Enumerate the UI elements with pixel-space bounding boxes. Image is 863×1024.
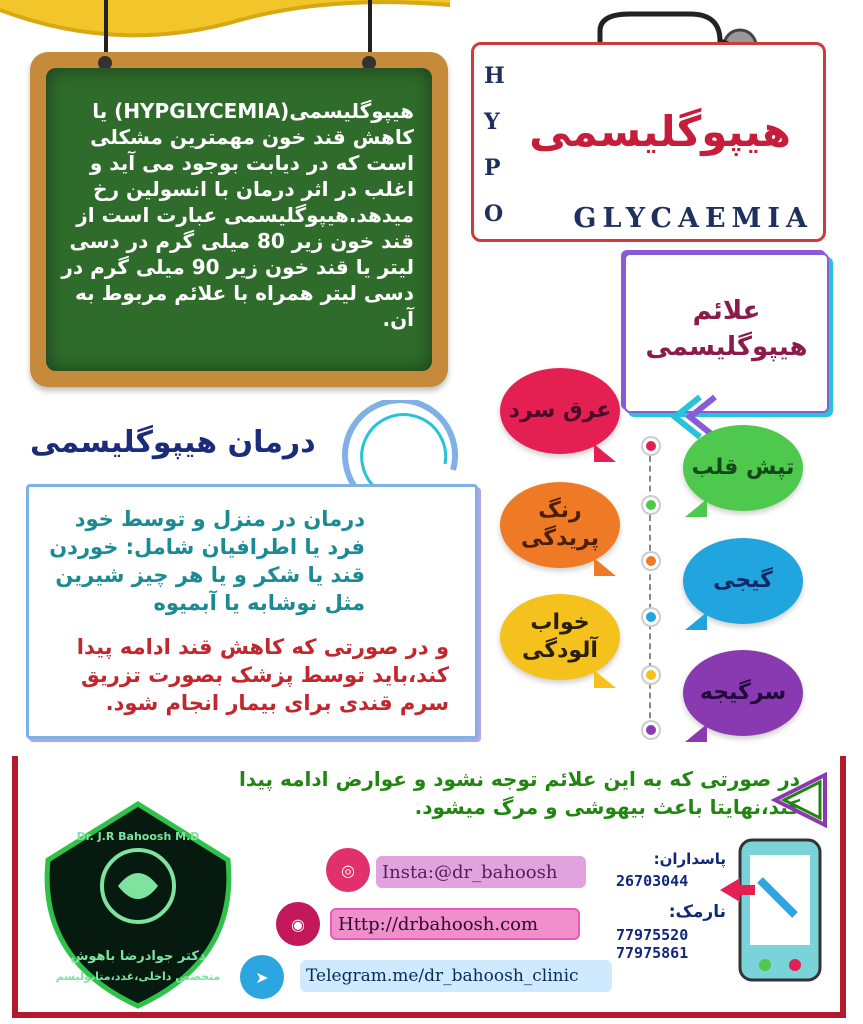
hypo-letter-h: H [484, 63, 505, 89]
clinic-logo [38, 800, 238, 1010]
symptom-bubble-drowsiness: خواب آلودگی [500, 594, 620, 680]
symptom-bubble-pallor: رنگ پریدگی [500, 482, 620, 568]
definition-text: هیپوگلیسمی(HYPGLYCEMIA) یا کاهش قند خون مهمترین مشکلی است که در دیابت بوجود می آید و اغلب در اثر درمان با انسولین رخ میدهد.هیپوگلیسمی عبارت است از قند خون زیر 80 میلی گرم در دسی لیتر یا قند خون زیر 90 میلی گرم در دسی لیتر همراه با علائم مربوط به آن. [61, 99, 414, 331]
warning-text: در صورتی که به این علائم توجه نشود و عوارض ادامه پیدا کند،نهایتا باعث بیهوشی و مرگ میشود. [238, 767, 800, 819]
branch2-label: نارمک: [668, 902, 726, 922]
website-link[interactable]: Http://drbahoosh.com [330, 908, 580, 940]
treatment-box [26, 484, 478, 739]
branch1-label: پاسداران: [653, 850, 726, 868]
treatment-home-text: درمان در منزل و توسط خود فرد یا اطرافیان شامل: خوردن قند یا شکر و یا هر چیز شیرین مثل نوشابه یا آبمیوه [49, 507, 365, 615]
timeline-dot [643, 609, 659, 625]
timeline-dot [643, 438, 659, 454]
phone-numbers [616, 850, 726, 962]
arrow-left-icon [770, 770, 830, 830]
board-string-left [104, 0, 108, 60]
hypo-letter-p: P [484, 155, 501, 181]
ribbon-decoration [0, 0, 450, 60]
telegram-link[interactable]: Telegram.me/dr_bahoosh_clinic [300, 960, 612, 992]
dribbble-icon: ◉ [276, 902, 320, 946]
instagram-icon: ◎ [326, 848, 370, 892]
timeline-dot [643, 553, 659, 569]
symptom-bubble-cold-sweat: عرق سرد [500, 368, 620, 454]
symptom-bubble-confusion: گیجی [683, 538, 803, 624]
title-box [471, 42, 826, 242]
symptoms-header-line2: هیپوگلیسمی [645, 332, 808, 362]
phone-icon [720, 830, 840, 990]
telegram-icon: ➤ [240, 955, 284, 999]
timeline-dot [643, 497, 659, 513]
branch2-number1[interactable]: 77975520 [616, 926, 689, 944]
symptom-bubble-palpitation: تپش قلب [683, 425, 803, 511]
logo-specialty-text: متخصص داخلی،غدد،متابولیسم [55, 970, 221, 983]
branch1-number[interactable]: 26703044 [616, 872, 689, 890]
symptoms-timeline [649, 446, 655, 738]
symptoms-header-line1: علائم [692, 296, 761, 326]
symptoms-header [624, 253, 829, 413]
treatment-title: درمان هیپوگلیسمی [30, 425, 316, 460]
logo-arc-text: Dr. J.R Bahoosh M.D [76, 830, 200, 843]
logo-name-text: دکتر جوادرضا باهوش [70, 949, 206, 964]
hypo-letter-o: O [484, 201, 504, 227]
treatment-doctor-text: و در صورتی که کاهش قند ادامه پیدا کند،باید توسط پزشک بصورت تزریق سرم قندی برای بیمار انجام شود. [76, 635, 449, 715]
page-title: هیپوگلیسمی [529, 107, 791, 156]
hypo-letter-y: Y [484, 109, 500, 135]
symptom-bubble-dizziness: سرگیجه [683, 650, 803, 736]
chalkboard-surface [46, 68, 432, 371]
chalkboard [30, 52, 448, 387]
timeline-dot [643, 667, 659, 683]
instagram-link[interactable]: Insta:@dr_bahoosh [376, 856, 586, 888]
timeline-dot [643, 722, 659, 738]
branch2-number2[interactable]: 77975861 [616, 944, 689, 962]
title-en: GLYCAEMIA [573, 203, 813, 234]
board-string-right [368, 0, 372, 60]
